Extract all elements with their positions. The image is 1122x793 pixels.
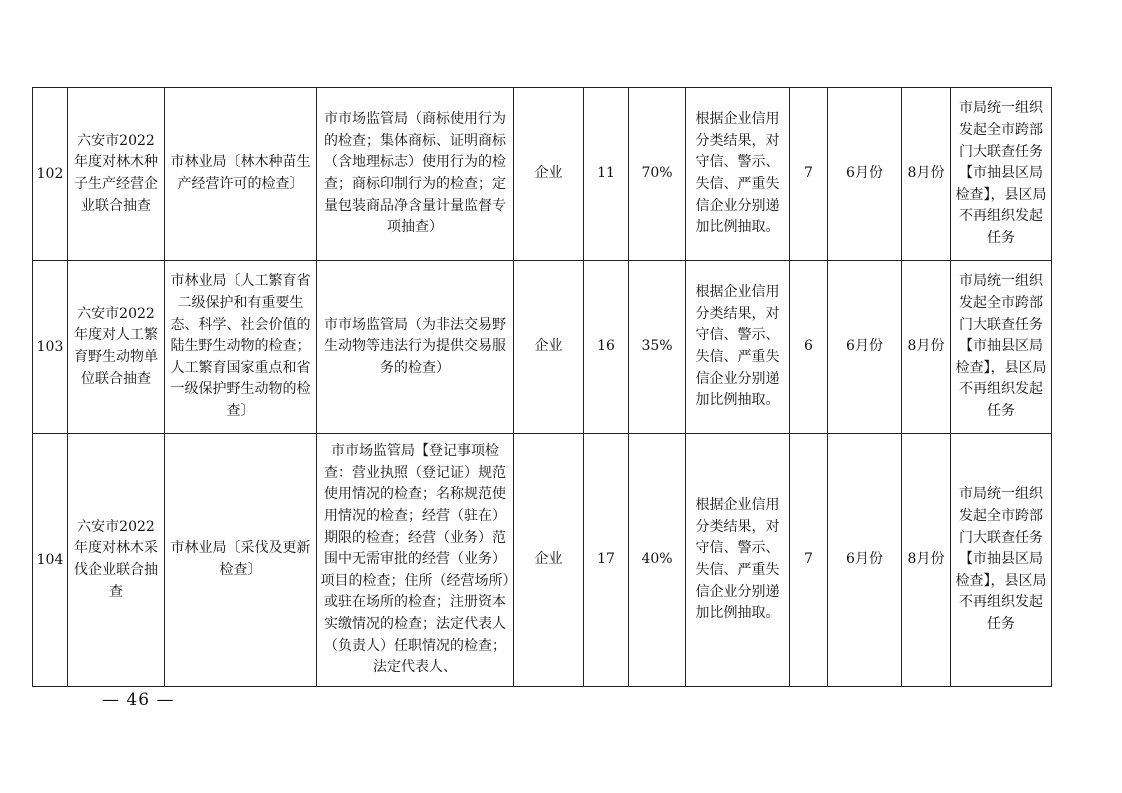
start-time-cell: 6月份 bbox=[828, 88, 902, 261]
market-dept-cell: 市市场监管局（为非法交易野生动物等违法行为提供交易服务的检查） bbox=[317, 261, 514, 434]
end-time-cell: 8月份 bbox=[902, 261, 951, 434]
count-cell: 11 bbox=[584, 88, 629, 261]
market-dept-cell: 市市场监管局（商标使用行为的检查；集体商标、证明商标（含地理标志）使用行为的检查；商标印制行为的检查；定量包装商品净含量计量监督专项抽查） bbox=[317, 88, 514, 261]
seq-cell: 103 bbox=[33, 261, 68, 434]
forestry-dept-cell: 市林业局〔人工繁育省二级保护和有重要生态、科学、社会价值的陆生野生动物的检查；人工繁育国家重点和省一级保护野生动物的检查〕 bbox=[165, 261, 317, 434]
object-type-cell: 企业 bbox=[514, 261, 584, 434]
inspector-count-cell: 7 bbox=[790, 434, 828, 687]
inspection-table-container bbox=[32, 87, 1052, 687]
inspector-count-cell: 6 bbox=[790, 261, 828, 434]
start-time-cell: 6月份 bbox=[828, 434, 902, 687]
sampling-method-cell: 根据企业信用分类结果，对守信、警示、失信、严重失信企业分别递加比例抽取。 bbox=[686, 434, 790, 687]
ratio-cell: 40% bbox=[629, 434, 686, 687]
task-name-cell: 六安市2022年度对林木采伐企业联合抽查 bbox=[68, 434, 165, 687]
sampling-method-cell: 根据企业信用分类结果，对守信、警示、失信、严重失信企业分别递加比例抽取。 bbox=[686, 88, 790, 261]
inspection-table bbox=[32, 87, 1052, 687]
count-cell: 16 bbox=[584, 261, 629, 434]
ratio-cell: 70% bbox=[629, 88, 686, 261]
forestry-dept-cell: 市林业局〔林木种苗生产经营许可的检查〕 bbox=[165, 88, 317, 261]
table-row bbox=[33, 434, 1052, 687]
task-name-cell: 六安市2022年度对林木种子生产经营企业联合抽查 bbox=[68, 88, 165, 261]
sampling-method-cell: 根据企业信用分类结果，对守信、警示、失信、严重失信企业分别递加比例抽取。 bbox=[686, 261, 790, 434]
end-time-cell: 8月份 bbox=[902, 434, 951, 687]
task-name-cell: 六安市2022年度对人工繁育野生动物单位联合抽查 bbox=[68, 261, 165, 434]
seq-cell: 102 bbox=[33, 88, 68, 261]
start-time-cell: 6月份 bbox=[828, 261, 902, 434]
count-cell: 17 bbox=[584, 434, 629, 687]
note-cell: 市局统一组织发起全市跨部门大联查任务【市抽县区局检查】，县区局不再组织发起任务 bbox=[951, 434, 1052, 687]
inspector-count-cell: 7 bbox=[790, 88, 828, 261]
object-type-cell: 企业 bbox=[514, 434, 584, 687]
page-number: — 46 — bbox=[102, 690, 175, 710]
market-dept-cell: 市市场监管局【登记事项检查：营业执照（登记证）规范使用情况的检查；名称规范使用情况的检查；经营（驻在）期限的检查；经营（业务）范围中无需审批的经营（业务）项目的检查；住所（经营场所）或驻在场所的检查；注册资本实缴情况的检查；法定代表人（负责人）任职情况的检查；法定代表人、 bbox=[317, 434, 514, 687]
table-row bbox=[33, 261, 1052, 434]
forestry-dept-cell: 市林业局〔采伐及更新检查〕 bbox=[165, 434, 317, 687]
end-time-cell: 8月份 bbox=[902, 88, 951, 261]
table-row bbox=[33, 88, 1052, 261]
note-cell: 市局统一组织发起全市跨部门大联查任务【市抽县区局检查】，县区局不再组织发起任务 bbox=[951, 88, 1052, 261]
seq-cell: 104 bbox=[33, 434, 68, 687]
note-cell: 市局统一组织发起全市跨部门大联查任务【市抽县区局检查】，县区局不再组织发起任务 bbox=[951, 261, 1052, 434]
object-type-cell: 企业 bbox=[514, 88, 584, 261]
ratio-cell: 35% bbox=[629, 261, 686, 434]
